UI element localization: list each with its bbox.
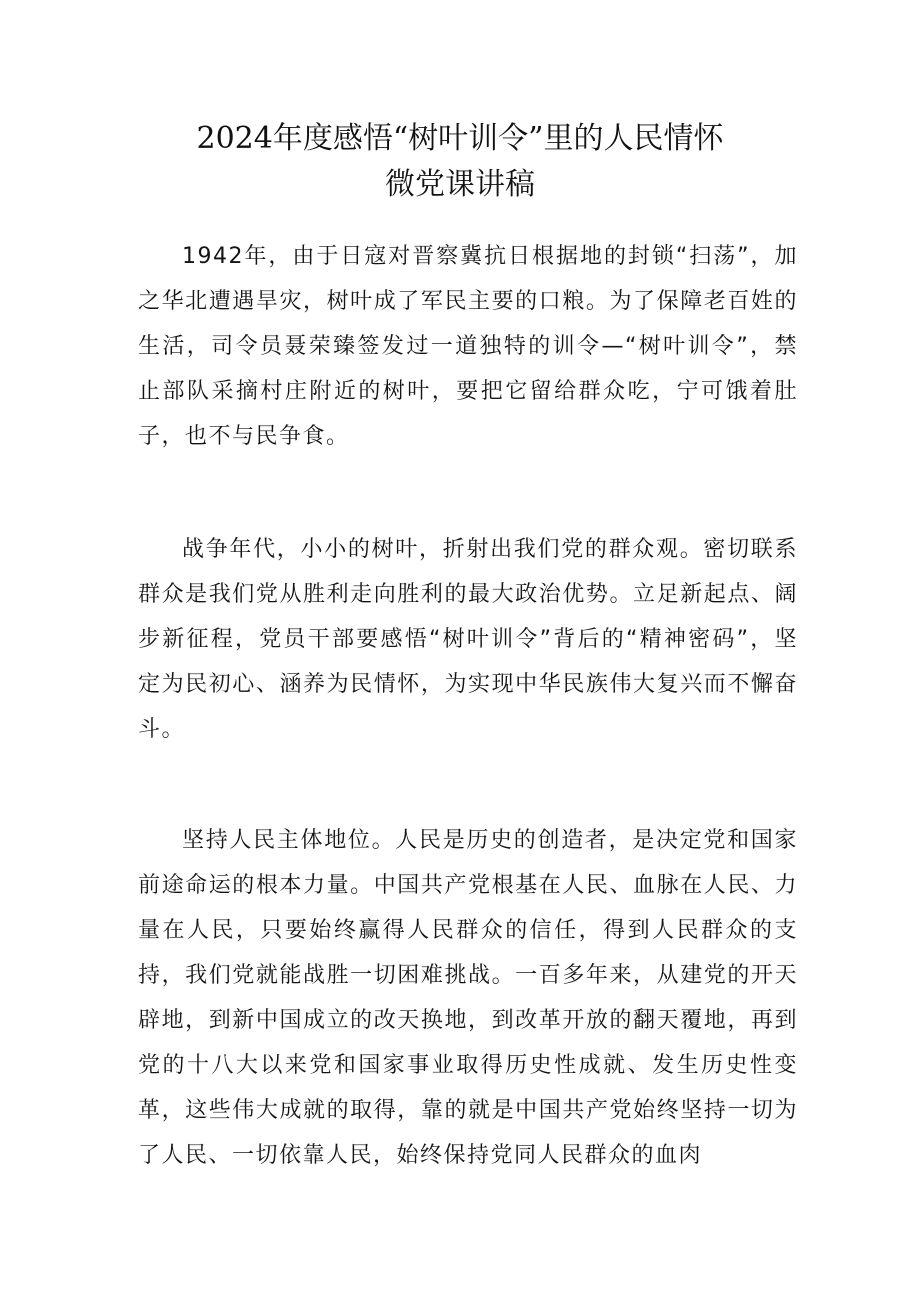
- paragraph-3: 坚持人民主体地位。人民是历史的创造者，是决定党和国家前途命运的根本力量。中国共产党根基在人民、血脉在人民、力量在人民，只要始终赢得人民群众的信任，得到人民群众的支持，我们党就能战胜一切困难挑战。一百多年来，从建党的开天辟地，到新中国成立的改天换地，到改革开放的翻天覆地，再到党的十八大以来党和国家事业取得历史性成就、发生历史性变革，这些伟大成就的取得，靠的就是中国共产党始终坚持一切为了人民、一切依靠人民，始终保持党同人民群众的血肉: [138, 828, 798, 1168]
- paragraph-2: 战争年代，小小的树叶，折射出我们党的群众观。密切联系群众是我们党从胜利走向胜利的最大政治优势。立足新起点、阔步新征程，党员干部要感悟“树叶训令”背后的“精神密码”，坚定为民初心、涵养为民情怀，为实现中华民族伟大复兴而不懈奋斗。: [138, 537, 798, 742]
- paragraph-1: 1942年，由于日寇对晋察冀抗日根据地的封锁“扫荡”，加之华北遭遇旱灾，树叶成了军民主要的口粮。为了保障老百姓的生活，司令员聂荣臻签发过一道独特的训令—“树叶训令”，禁止部队采摘村庄附近的树叶，要把它留给群众吃，宁可饿着肚子，也不与民争食。: [138, 244, 798, 449]
- document-subtitle: 微党课讲稿: [385, 167, 535, 202]
- document-title: 2024年度感悟“树叶训令”里的人民情怀: [196, 121, 724, 156]
